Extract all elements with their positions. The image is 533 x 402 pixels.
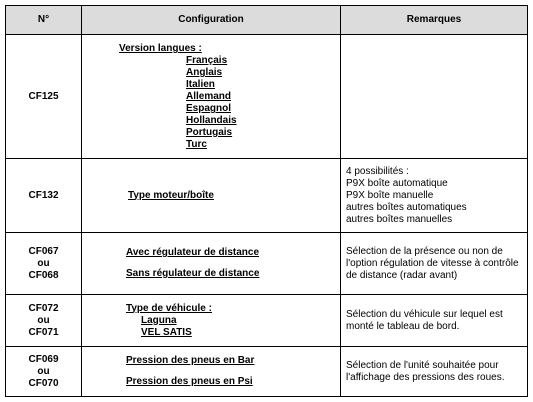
- config-cell-cf132: [82, 159, 341, 233]
- language-item: Turc: [186, 139, 207, 150]
- row-num-cf069: [6, 347, 82, 397]
- num-secondary: CF071: [28, 326, 59, 338]
- language-item: Espagnol: [186, 103, 232, 114]
- language-item: Anglais: [186, 67, 223, 78]
- remarks-cell-cf067: Sélection de la présence ou non de l'option régulation de vitesse à contrôle de distance (radar avant): [341, 233, 528, 295]
- language-item: Français: [186, 55, 228, 66]
- language-item: Allemand: [186, 91, 232, 102]
- languages-list: [186, 55, 340, 151]
- configuration-table: [5, 5, 528, 397]
- table-row-cf069: [6, 347, 528, 397]
- num-or: ou: [37, 257, 50, 269]
- remark-line: 4 possibilités :: [346, 165, 409, 177]
- language-item: Italien: [186, 79, 215, 90]
- table-row-cf132: [6, 159, 528, 233]
- config-cell-cf069: [82, 347, 341, 397]
- num-secondary: CF068: [28, 269, 59, 281]
- num-or: ou: [37, 314, 50, 326]
- remarks-cell-cf072: Sélection du véhicule sur lequel est monté le tableau de bord.: [341, 295, 528, 347]
- languages-title: Version langues :: [119, 43, 202, 54]
- remark-line: P9X boîte manuelle: [346, 189, 434, 201]
- header-row: [6, 6, 528, 35]
- vehicle-option-laguna: Laguna: [141, 314, 177, 326]
- option-with-distance-regulator: Avec régulateur de distance: [126, 247, 260, 258]
- num-or: ou: [37, 365, 50, 377]
- config-cell-cf072: [82, 295, 341, 347]
- header-configuration: Configuration: [82, 6, 341, 35]
- configuration-table-sheet: [5, 5, 527, 397]
- table-row-cf067: [6, 233, 528, 295]
- table-row-cf125: [6, 35, 528, 159]
- config-cell-cf125: [82, 35, 341, 159]
- vehicle-option-vel-satis: VEL SATIS: [141, 326, 192, 338]
- header-remarks: Remarques: [341, 6, 528, 35]
- engine-gearbox-label: Type moteur/boîte: [128, 189, 214, 201]
- remarks-cell-cf125: [341, 35, 528, 159]
- num-primary: CF072: [28, 302, 59, 314]
- language-item: Portugais: [186, 127, 233, 138]
- option-pressure-bar: Pression des pneus en Bar: [126, 355, 255, 366]
- row-num-cf067: [6, 233, 82, 295]
- option-without-distance-regulator: Sans régulateur de distance: [126, 268, 260, 279]
- remark-line: P9X boîte automatique: [346, 177, 448, 189]
- table-row-cf072: [6, 295, 528, 347]
- remarks-cell-cf132: [341, 159, 528, 233]
- config-cell-cf067: [82, 233, 341, 295]
- remark-line: autres boîtes automatiques: [346, 201, 467, 213]
- num-secondary: CF070: [28, 377, 59, 389]
- row-num-cf072: [6, 295, 82, 347]
- vehicle-type-title: Type de véhicule :: [126, 302, 212, 314]
- row-num-cf132: CF132: [6, 159, 82, 233]
- option-pressure-psi: Pression des pneus en Psi: [126, 376, 253, 387]
- num-primary: CF067: [28, 245, 59, 257]
- remarks-cell-cf069: Sélection de l'unité souhaitée pour l'affichage des pressions des roues.: [341, 347, 528, 397]
- row-num-cf125: CF125: [6, 35, 82, 159]
- language-item: Hollandais: [186, 115, 237, 126]
- num-primary: CF069: [28, 353, 59, 365]
- remark-line: autres boîtes manuelles: [346, 213, 453, 225]
- header-num: N°: [6, 6, 82, 35]
